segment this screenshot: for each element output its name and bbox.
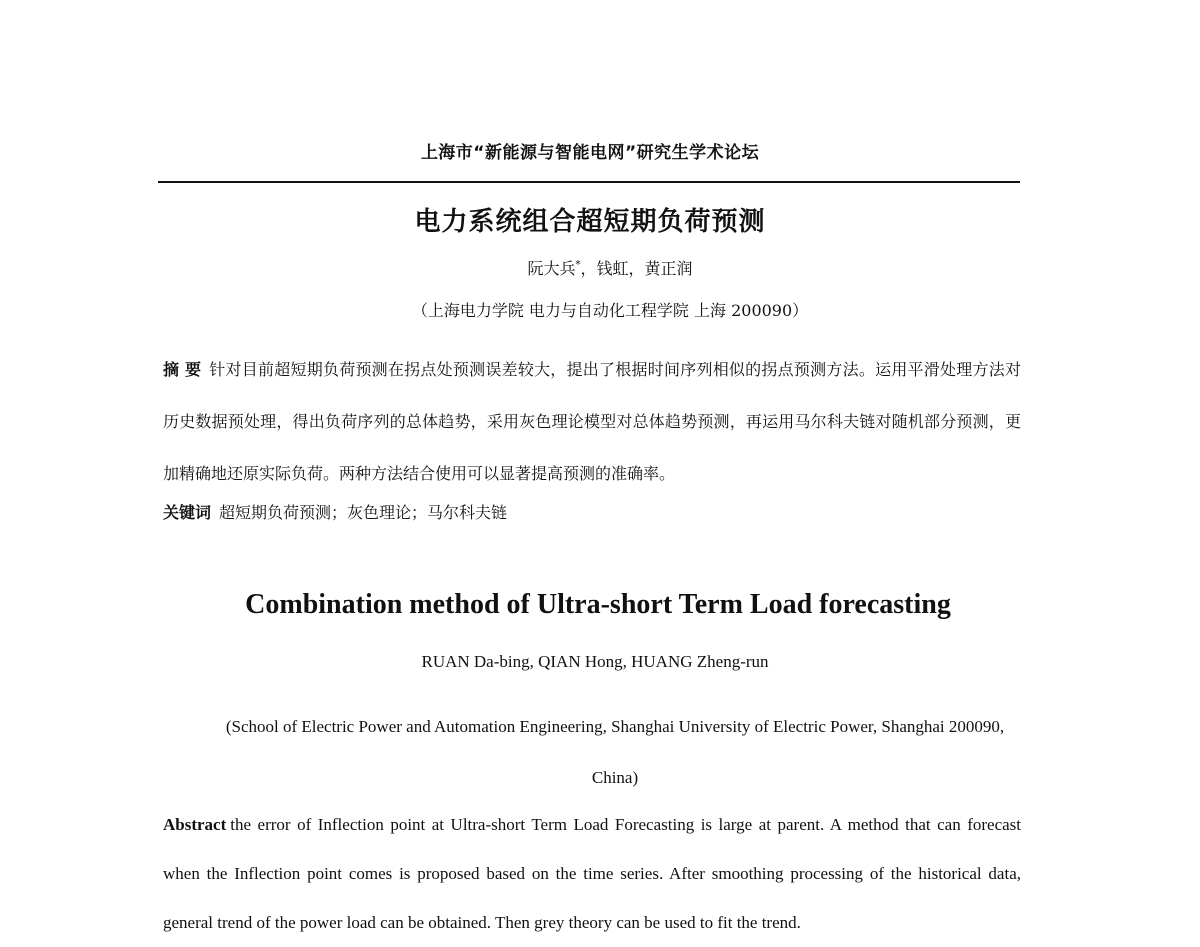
english-abstract-label: Abstract — [163, 815, 227, 834]
chinese-title: 电力系统组合超短期负荷预测 — [414, 207, 766, 237]
english-authors: RUAN Da-bing, QIAN Hong, HUANG Zheng-run — [421, 652, 769, 671]
header-rule — [158, 181, 1020, 183]
chinese-abstract-label: 摘 要 — [163, 360, 202, 379]
chinese-abstract — [163, 344, 1021, 500]
chinese-authors — [0, 256, 1200, 279]
chinese-abstract-text: 针对目前超短期负荷预测在拐点处预测误差较大，提出了根据时间序列相似的拐点预测方法。运用平滑处理方法对历史数据预处理，得出负荷序列的总体趋势，采用灰色理论模型对总体趋势预测，再运用马尔科夫链对随机部分预测，更加精确地还原实际负荷。两种方法结合使用可以显著提高预测的准确率。 — [163, 360, 1021, 483]
chinese-keywords-label: 关键词 — [163, 503, 212, 522]
author-mark: * — [575, 259, 581, 271]
chinese-first-author: 阮大兵 — [527, 259, 576, 278]
chinese-keywords-text: 超短期负荷预测；灰色理论；马尔科夫链 — [219, 503, 508, 522]
english-abstract-text: the error of Inflection point at Ultra-short Term Load Forecasting is large at parent. A method that can forecast when the Inflection point comes is proposed based on the time series. After smoothing processing of the historical data, general trend of the power load can be obtained. Then grey theory can be used to fit the trend. — [163, 815, 1021, 932]
journal-header: 上海市“新能源与智能电网”研究生学术论坛 — [420, 143, 760, 163]
english-abstract — [163, 800, 1021, 947]
chinese-coauthors: ，钱虹，黄正润 — [580, 259, 693, 278]
english-affiliation: (School of Electric Power and Automation Engineering, Shanghai University of Electric Power, Shanghai 200090, China) — [225, 717, 1005, 787]
chinese-affiliation: （上海电力学院 电力与自动化工程学院 上海 200090） — [411, 301, 809, 320]
english-title: Combination method of Ultra-short Term Load forecasting — [245, 589, 951, 620]
chinese-keywords — [163, 500, 1021, 523]
